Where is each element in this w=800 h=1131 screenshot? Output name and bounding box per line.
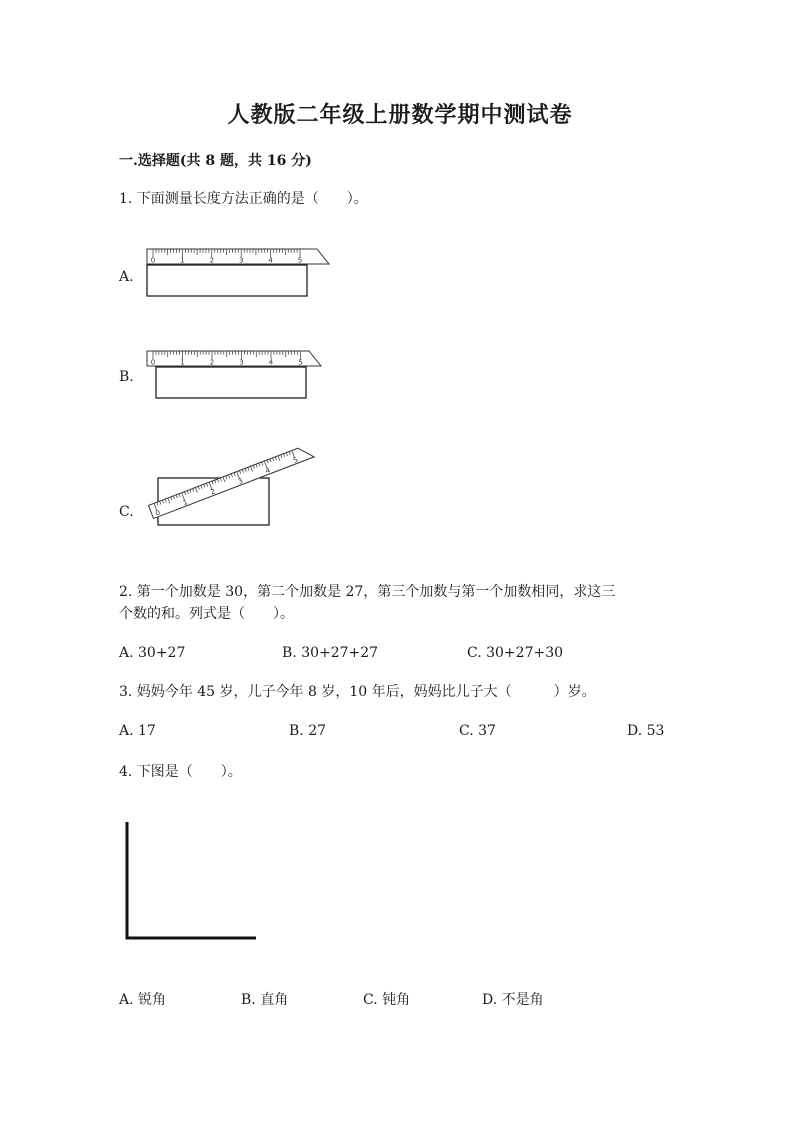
question-2-line-2: 个数的和。列式是（ ）。 [119, 606, 294, 622]
ruler-tick-label: 3 [239, 358, 244, 367]
ruler-tick-label: 4 [268, 358, 274, 367]
angle-lines [127, 822, 256, 938]
q4-option-d: D. 不是角 [482, 992, 544, 1008]
ruler-tick-label: 1 [181, 498, 189, 508]
q3-option-a: A. 17 [119, 723, 156, 739]
ruler-tick-label: 2 [209, 256, 215, 265]
ruler-tick-label: 4 [268, 256, 273, 265]
ruler-tick-label: 0 [154, 508, 162, 518]
ruler-tick-label: 5 [297, 256, 303, 265]
ruler-tick-label: 1 [180, 358, 185, 367]
question-4-text: 4. 下图是（ ）。 [119, 764, 242, 780]
q4-option-c: C. 钝角 [363, 992, 411, 1008]
ruler-tick-label: 4 [264, 466, 272, 476]
q3-option-d: D. 53 [627, 723, 665, 739]
ruler-tick-label: 5 [298, 358, 303, 367]
q1-option-a-label: A. [119, 269, 134, 285]
q1-option-b-label: B. [119, 369, 134, 385]
ruler-tick-label: 0 [150, 256, 156, 265]
q4-option-a: A. 锐角 [119, 992, 167, 1008]
ruler-tick-label: 5 [292, 455, 300, 465]
q2-option-b: B. 30+27+27 [282, 645, 379, 661]
page-title: 人教版二年级上册数学期中测试卷 [227, 102, 573, 128]
q2-option-a: A. 30+27 [119, 645, 186, 661]
ruler-tick-label: 3 [238, 256, 244, 265]
q1-option-c-label: C. [119, 504, 134, 520]
ruler-tick-label: 3 [236, 476, 244, 486]
ruler-tick-label: 2 [209, 487, 217, 497]
q4-option-b: B. 直角 [241, 992, 289, 1008]
question-2-line-1: 2. 第一个加数是 30，第二个加数是 27，第三个加数与第一个加数相同，求这三 [119, 584, 616, 600]
q2-option-c: C. 30+27+30 [467, 645, 564, 661]
ruler-tick-label: 1 [180, 256, 185, 265]
q3-option-c: C. 37 [459, 723, 496, 739]
q3-option-b: B. 27 [289, 723, 327, 739]
question-3-text: 3. 妈妈今年 45 岁，儿子今年 8 岁，10 年后，妈妈比儿子大（ ）岁。 [119, 684, 596, 700]
question-1-text: 1. 下面测量长度方法正确的是（ ）。 [119, 191, 368, 207]
ruler-tick-label: 2 [209, 358, 215, 367]
section-heading: 一.选择题(共 8 题，共 16 分) [119, 153, 312, 169]
ruler-tick-label: 0 [150, 358, 156, 367]
